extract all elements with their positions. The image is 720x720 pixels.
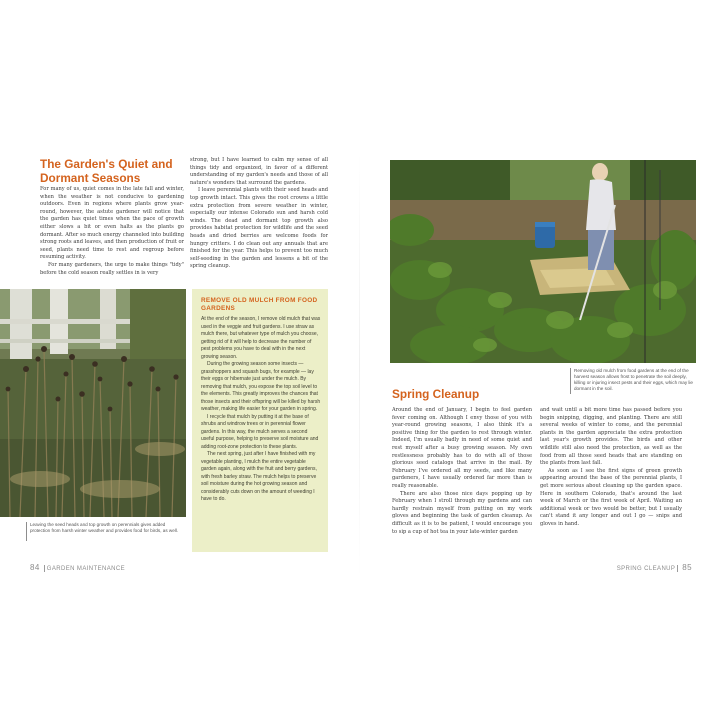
paragraph: I leave perennial plants with their seed heads and top growth intact. This gives the root crowns a little extra protection from severe weather in winter, especially our intense Colorado sun and harsh cold winds. The dead and dormant top growth also provides habitat protection for wildlife and the seed heads and dried berries are welcome foods for hungry critters. I do clean out any annuals that are finished for the year. This helps to prevent too much self-seeding in the garden and lessens a bit of the spring cleanup. [190, 187, 328, 270]
sidebar-paragraph: I recycle that mulch by putting it at the base of shrubs and windrow trees or in perennial flower gardens. In this way, the mulch serves a second useful purpose, helping to preserve soil moisture and adding root-zone protection to these plants. [201, 413, 319, 450]
folio-divider [677, 565, 678, 572]
left-folio [26, 563, 125, 572]
sidebar-body [201, 316, 321, 548]
right-heading: Spring Cleanup [392, 387, 480, 401]
page-number: 85 [682, 563, 692, 572]
mulch-sidebar [192, 289, 328, 552]
sidebar-paragraph: During the growing season some insects — grasshoppers and squash bugs, for example — lay their eggs or hibernate just under the mulch. By removing that mulch, you expose the top soil level to the elements. This greatly improves the chances that those insects and their offspring will be killed by harsh weather, making life easier for your garden in spring. [201, 361, 321, 412]
paragraph: As soon as I see the first signs of green growth appearing around the base of the perennial plants, I get more serious about cleaning up the garden space. Here in southern Colorado, that's around the last week of March or the first week of April. Waiting an additional week or two would be better, but I usually can't stand it any longer and out I go — snips and gloves in hand. [540, 467, 682, 527]
paragraph: There are also those nice days popping up by February when I stroll through my gardens and can hardly restrain myself from putting on my work gloves and beginning the task of garden cleanup. As difficult as it is to be patient, I would encourage you to sip a cup of hot tea in your late-winter garden [392, 490, 532, 535]
running-head: GARDEN MAINTENANCE [46, 566, 125, 572]
caption-rule [570, 368, 571, 394]
sidebar-paragraph: At the end of the season, I remove old mulch that was used in the veggie and fruit gardens. I use straw as mulch there, but whatever type of mulch you choose, getting rid of it will help to decrease the number of pest problems you have to deal with in the next growing season. [201, 316, 321, 360]
paragraph: strong, but I have learned to calm my sense of all things tidy and organized, in favor of a different understanding of my garden's needs and those of all nature's wonders that surround the gardens. [190, 157, 328, 186]
left-heading: The Garden's Quiet and Dormant Seasons [40, 157, 173, 185]
left-column-2 [190, 157, 328, 287]
left-column-1 [40, 186, 184, 286]
running-head: SPRING CLEANUP [616, 566, 676, 572]
folio-divider [44, 565, 45, 572]
caption-rule [26, 522, 27, 541]
paragraph: For many of us, quiet comes in the late fall and winter, when the weather is not conducive to gardening outdoors. Even in regions where plants grow year-round, however, the astute gardener will notice that the garden has quiet times when the pace of growth either slows a bit or even halts as the plants go dormant. After so much energy channeled into building strong roots and leaves, and then production of fruit or seed, plants need time to rest and regroup before resuming activity. [40, 186, 184, 261]
sidebar-title: REMOVE OLD MULCH FROM FOOD GARDENS [201, 297, 318, 312]
right-folio [617, 563, 696, 572]
right-column-2 [540, 407, 682, 547]
sidebar-paragraph: The next spring, just after I have finished with my vegetable planting, I mulch the entire vegetable garden again, along with the fruit and berry gardens, with fresh barley straw. The mulch helps to preserve soil moisture during the hot growing season and considerably cuts down on the amount of weeding I have to do. [201, 451, 317, 502]
paragraph: Around the end of January, I begin to feel garden fever coming on. Although I envy those of you with year-round growing seasons, I also think it's a positive thing for the garden to rest through winter. Indeed, I'm usually badly in need of some quiet and rest myself after a busy growing season. My own restlessness probably has to do with all of those glorious seed catalogs that arrive in the mail. By February I've ordered all my seeds, and like many gardeners, I have usually ordered far more than is really reasonable. [392, 407, 532, 489]
paragraph: For many gardeners, the urge to make things "tidy" before the cold season really settles in is very [40, 261, 184, 276]
gutter-shadow [359, 150, 360, 580]
right-column-1 [392, 407, 532, 552]
paragraph: and wait until a bit more time has passed before you begin snipping, digging, and planting. There are still several weeks of winter to come, and the perennial plants in the garden appreciate the extra protection last year's growth provides. The birds and other wildlife still also need the protection, as well as the food from all those seed heads that are standing on the plants from last fall. [540, 407, 682, 467]
seedhead-garden-photo [0, 289, 186, 517]
right-photo-caption: Removing old mulch from food gardens at the end of the harvest season allows frost to penetrate the soil deeply, killing or injuring insect pests and their eggs, which may lie dormant in the soil. [574, 368, 693, 391]
left-photo-caption: Leaving the seed heads and top growth on perennials gives added protection from harsh winter weather and provides food for birds, as well. [30, 522, 179, 533]
page-number: 84 [30, 563, 40, 572]
mulch-removal-photo [390, 160, 696, 363]
